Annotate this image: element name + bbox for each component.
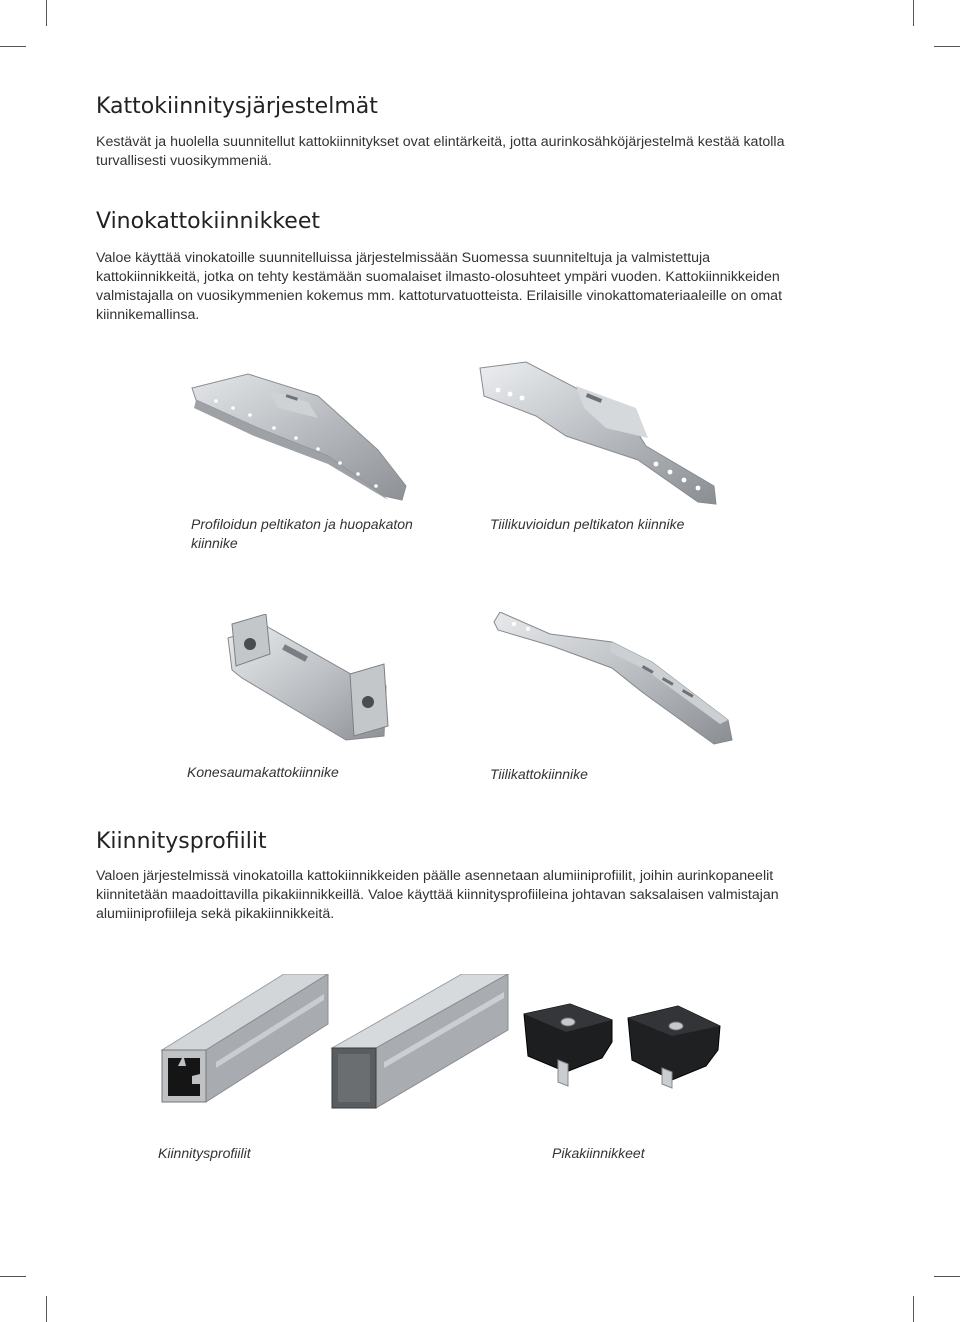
caption-clamps: Pikakiinnikkeet — [552, 1145, 645, 1161]
caption-tile-roof: Tiilikattokiinnike — [490, 766, 588, 782]
rail-profile-closed-image — [330, 974, 510, 1114]
section-text-pitched-roof: Valoe käyttää vinokatoille suunnitelluissa järjestelmissään Suomessa suunniteltuja ja valmistettuja kattokiinnikkeitä, jotka on tehty kestämään suomalaiset ilmasto-olosuhteet ympäri vuoden. Kattokiinnikkeiden valmistajalla on vuosikymmenien kokemus mm. kattoturvatuotteista. Erilaisille vinokattomateriaaleille on omat kiinnikemallinsa. — [96, 250, 783, 323]
section-title-rails: Kiinnitysprofiilit — [96, 829, 267, 854]
tile-pattern-bracket-image — [476, 356, 726, 506]
clamp-right-image — [626, 1004, 722, 1090]
section-text-rails: Valoen järjestelmissä vinokatoilla kattokiinnikkeiden päälle asennetaan alumiiniprofiilit, joihin aurinkopaneelit kiinnitetään maadoittavilla pikakiinnikkeillä. Valoe käyttää kiinnitysprofiileina johtavan saksalaisen valmistajan alumiiniprofiileja sekä pikakiinnikkeitä. — [96, 868, 779, 922]
section-text-mounting-systems: Kestävät ja huolella suunnitellut kattokiinnitykset ovat elintärkeitä, jotta aurinkosähköjärjestelmä kestää katolla turvallisesti vuosikymmeniä. — [96, 134, 785, 169]
rail-profile-open-image — [156, 974, 332, 1106]
tile-roof-bracket-image — [492, 612, 738, 746]
caption-rails: Kiinnitysprofiilit — [158, 1145, 251, 1161]
section-title-pitched-roof: Vinokattokiinnikkeet — [96, 209, 320, 234]
clamp-left-image — [522, 1002, 614, 1088]
section-title-mounting-systems: Kattokiinnitysjärjestelmät — [96, 94, 378, 119]
caption-standing-seam: Konesaumakattokiinnike — [187, 764, 339, 780]
caption-tile-pattern: Tiilikuvioidun peltikaton kiinnike — [490, 516, 685, 532]
caption-profiled-sheet: Profiloidun peltikaton ja huopakaton kiinnike — [191, 516, 413, 551]
profiled-sheet-bracket-image — [188, 368, 413, 508]
standing-seam-bracket-image — [222, 614, 392, 746]
